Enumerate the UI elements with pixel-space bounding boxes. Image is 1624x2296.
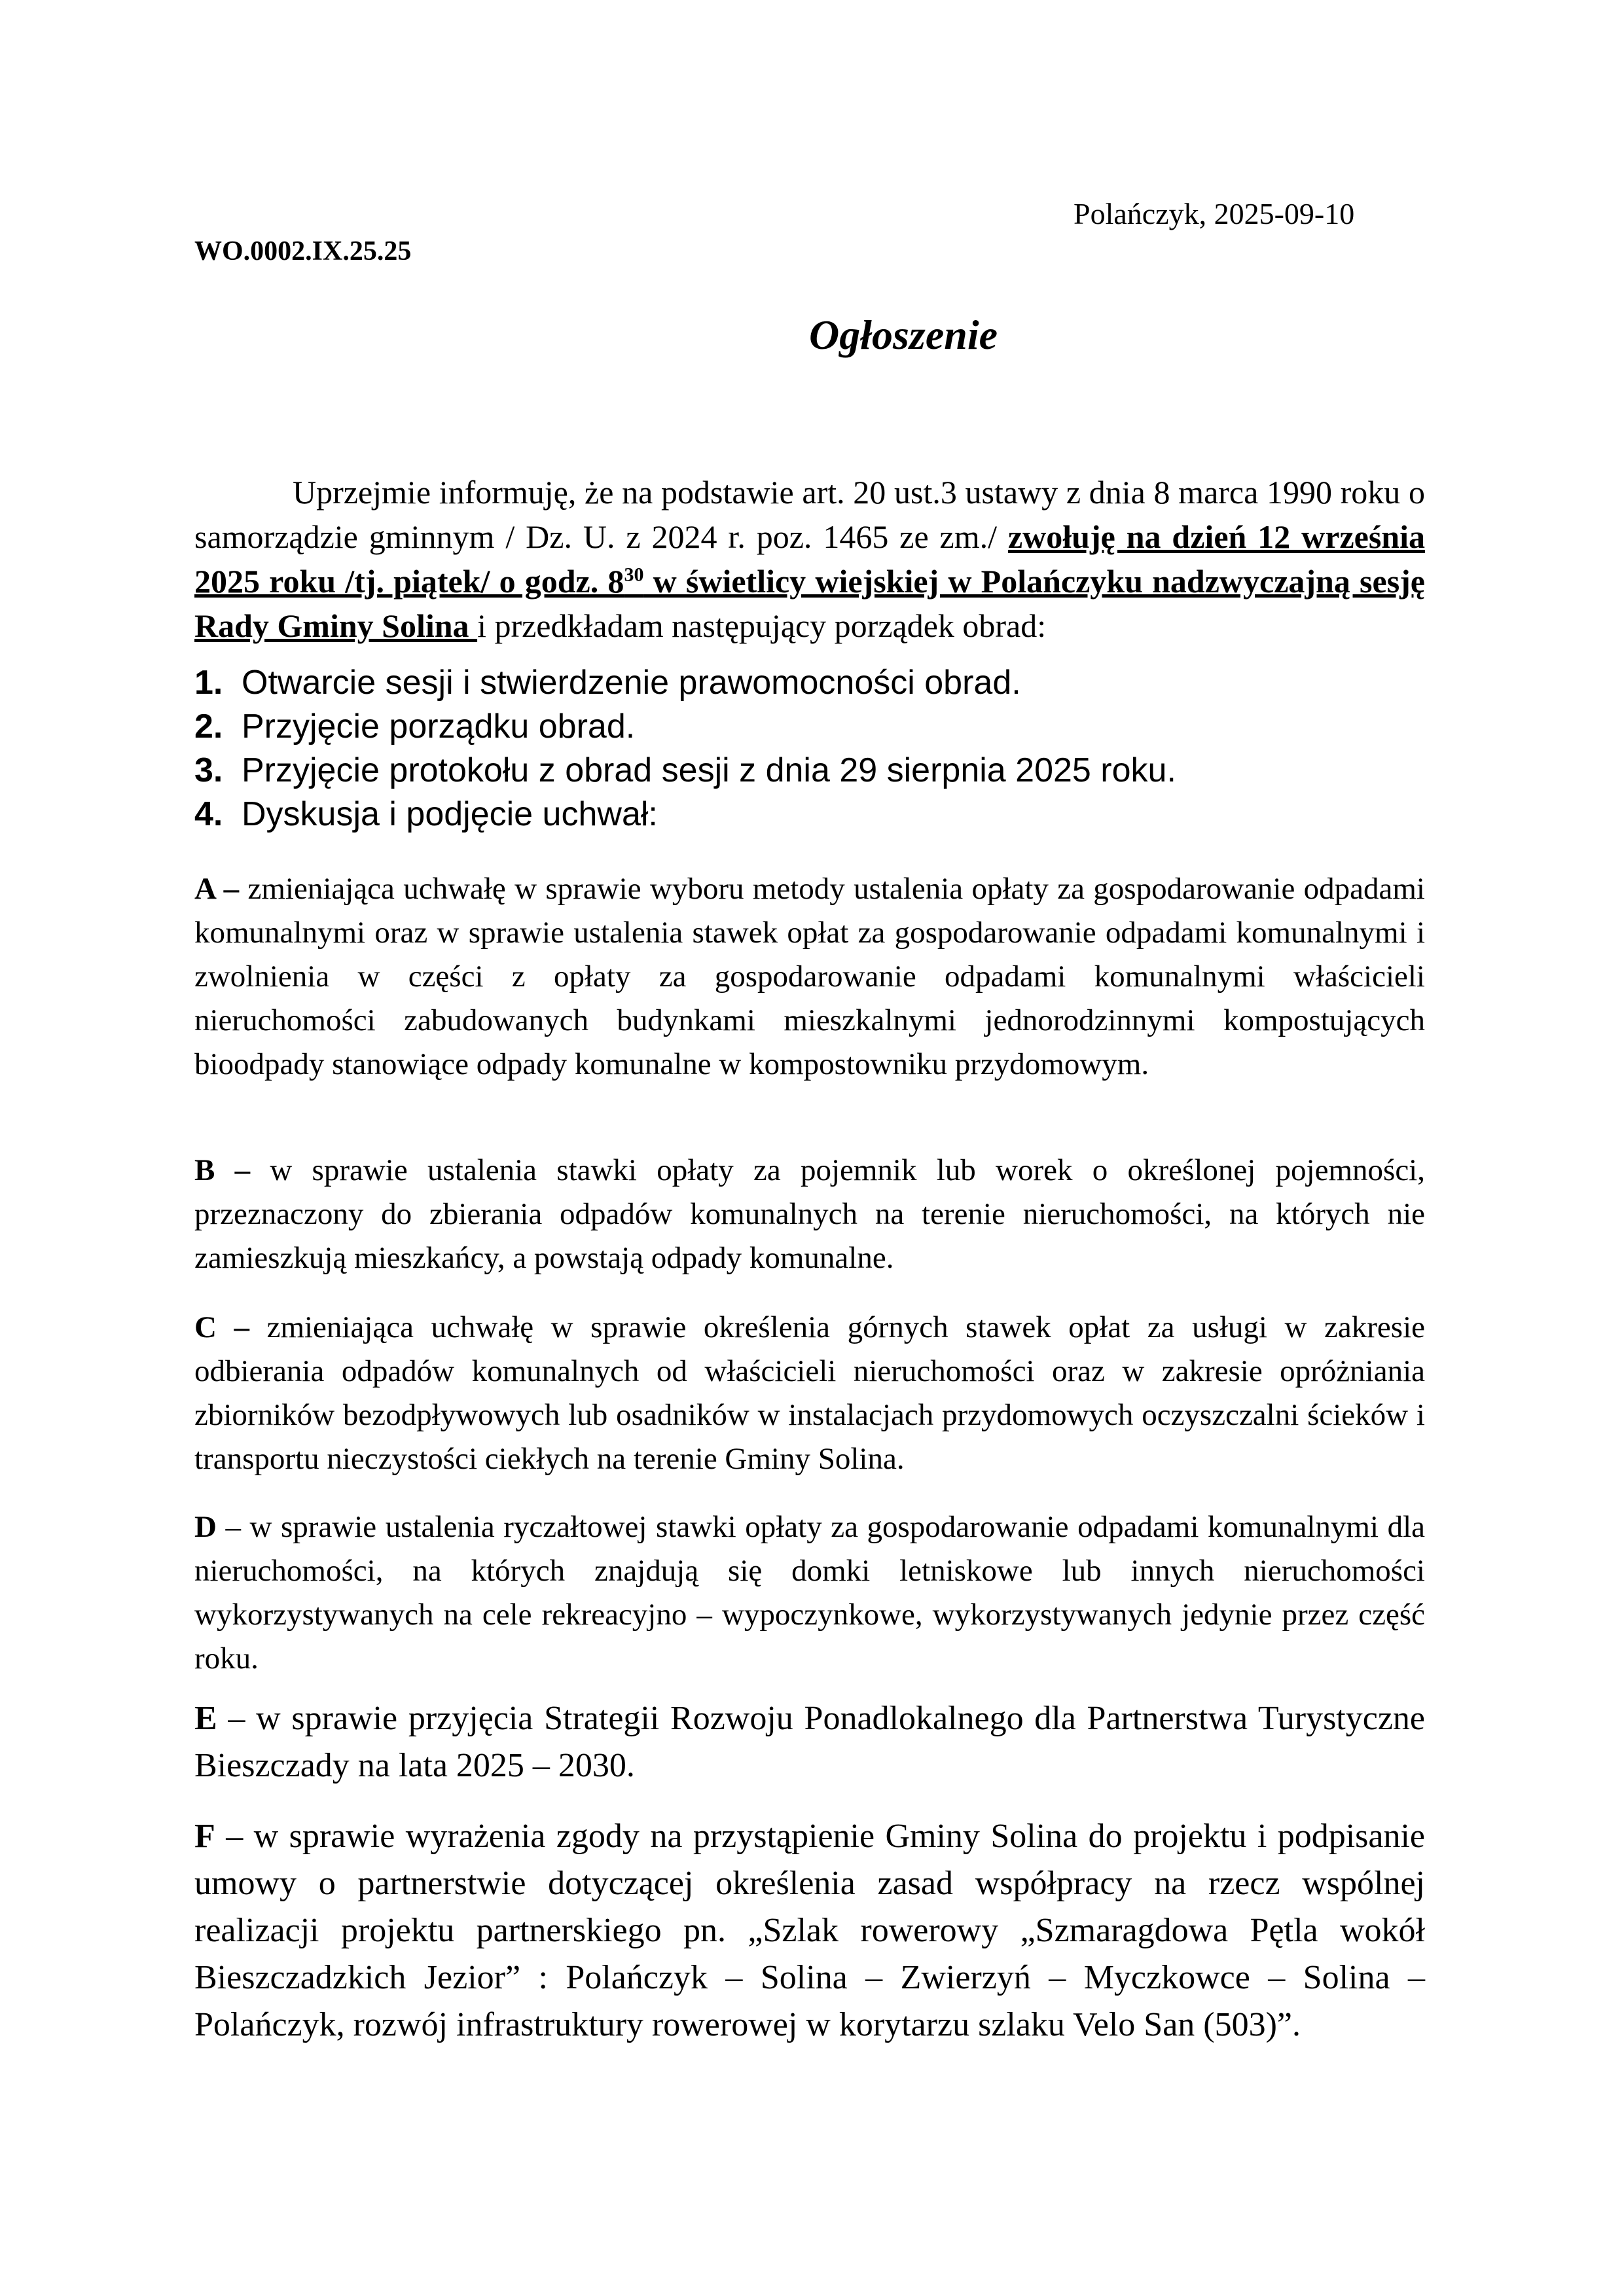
resolution-letter: D — [194, 1510, 217, 1544]
resolution-f — [194, 1813, 1425, 2049]
session-date-text: zwołuję na dzień 12 września 2025 roku /tj. piątek/ o godz. 8 — [194, 518, 1425, 600]
resolution-text: – w sprawie ustalenia ryczałtowej stawki opłaty za gospodarowanie odpadami komunalnymi dla nieruchomości, na których znajdują się domki letniskowe lub innych nieruchomości wykorzystywanych na cele rekreacyjno – wypoczynkowe, wykorzystywanych jedynie przez część roku. — [194, 1510, 1425, 1676]
resolution-letter: F — [194, 1818, 215, 1855]
agenda-item — [194, 661, 1176, 705]
resolution-b — [194, 1149, 1425, 1280]
resolution-a — [194, 867, 1425, 1086]
agenda-item-number: 1. — [194, 664, 223, 702]
agenda-item-number: 4. — [194, 795, 223, 833]
intro-text-start: Uprzejmie informuję, że na podstawie art. 20 ust.3 ustawy z dnia 8 marca 1990 roku o samorządzie gminnym / Dz. U. z 2024 r. poz. 1465 ze zm./ — [194, 474, 1425, 555]
resolution-letter: E — [194, 1700, 217, 1737]
session-time-minutes: 30 — [624, 564, 644, 586]
resolution-text: – w sprawie przyjęcia Strategii Rozwoju Ponadlokalnego dla Partnerstwa Turystyczne Bieszczady na lata 2025 – 2030. — [194, 1700, 1425, 1784]
agenda-item-number: 3. — [194, 751, 223, 789]
session-place-text: w świetlicy wiejskiej w Polańczyku nadzwyczajną sesję Rady Gminy Solina — [194, 563, 1425, 644]
resolution-letter: C – — [194, 1310, 250, 1344]
resolution-letter: B – — [194, 1153, 251, 1187]
agenda-item — [194, 749, 1176, 793]
place-and-date: Polańczyk, 2025-09-10 — [1074, 197, 1355, 230]
resolution-d — [194, 1505, 1425, 1681]
resolution-letter: A – — [194, 872, 240, 906]
resolution-text: zmieniająca uchwałę w sprawie wyboru metody ustalenia opłaty za gospodarowanie odpadami komunalnymi oraz w sprawie ustalenia stawek opłat za gospodarowanie odpadami komunalnymi i zwolnienia w części z opłaty za gospodarowanie odpadami komunalnymi właścicieli nieruchomości zabudowanych budynkami mieszkalnymi jednorodzinnymi kompostujących bioodpady stanowiące odpady komunalne w kompostowniku przydomowym. — [194, 872, 1425, 1081]
agenda-item-text: Dyskusja i podjęcie uchwał: — [242, 795, 658, 833]
resolution-text: w sprawie ustalenia stawki opłaty za pojemnik lub worek o określonej pojemności, przeznaczony do zbierania odpadów komunalnych na terenie nieruchomości, na których nie zamieszkują mieszkańcy, a powstają odpady komunalne. — [194, 1153, 1425, 1275]
agenda-item-text: Przyjęcie protokołu z obrad sesji z dnia 29 sierpnia 2025 roku. — [242, 751, 1176, 789]
resolution-text: – w sprawie wyrażenia zgody na przystąpienie Gminy Solina do projektu i podpisanie umowy o partnerstwie dotyczącej określenia zasad współpracy na rzecz wspólnej realizacji projektu partnerskiego pn. „Szlak rowerowy „Szmaragdowa Pętla wokół Bieszczadzkich Jezior” : Polańczyk – Solina – Zwierzyń – Myczkowce – Solina – Polańczyk, rozwój infrastruktury rowerowej w korytarzu szlaku Velo San (503)”. — [194, 1818, 1425, 2043]
resolution-text: zmieniająca uchwałę w sprawie określenia górnych stawek opłat za usługi w zakresie odbierania odpadów komunalnych od właścicieli nieruchomości oraz w zakresie opróżniania zbiorników bezodpływowych lub osadników w instalacjach przydomowych oczyszczalni ścieków i transportu nieczystości ciekłych na terenie Gminy Solina. — [194, 1310, 1425, 1476]
intro-paragraph — [194, 470, 1425, 648]
document-title: Ogłoszenie — [809, 312, 998, 358]
agenda-item — [194, 793, 1176, 836]
document-reference-number: WO.0002.IX.25.25 — [194, 236, 412, 266]
agenda-list — [194, 661, 1176, 836]
resolution-e — [194, 1695, 1425, 1789]
agenda-item-number: 2. — [194, 708, 223, 745]
intro-text-end: i przedkładam następujący porządek obrad: — [477, 607, 1047, 644]
agenda-item — [194, 705, 1176, 749]
resolution-c — [194, 1306, 1425, 1481]
agenda-item-text: Przyjęcie porządku obrad. — [242, 708, 636, 745]
agenda-item-text: Otwarcie sesji i stwierdzenie prawomocności obrad. — [242, 664, 1021, 702]
